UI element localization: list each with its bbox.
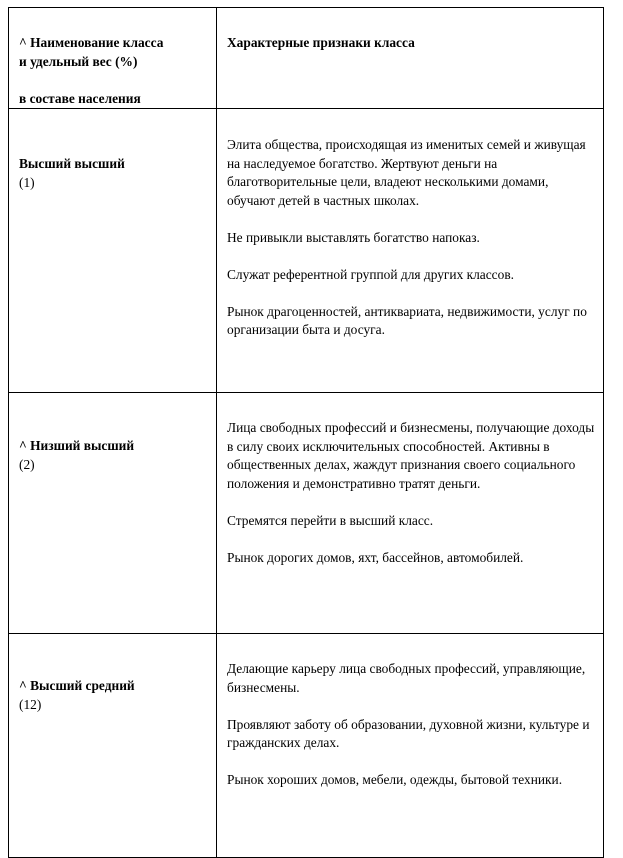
- class-cell: [9, 109, 217, 393]
- header-row: [9, 8, 604, 109]
- feature-paragraph: Элита общества, происходящая из именитых семей и живущая на наследуемое богатство. Жертвуют деньги на благотворительные цели, владеют несколькими домами, обучают детей в частных школах.: [227, 137, 586, 208]
- class-name: Высший высший: [19, 156, 125, 171]
- features-cell: [217, 393, 604, 634]
- class-share: (2): [19, 456, 35, 472]
- class-name: ^ Низший высший: [19, 438, 135, 453]
- features-cell: [217, 634, 604, 858]
- feature-paragraph: Служат референтной группой для других классов.: [227, 266, 514, 282]
- table-row: [9, 109, 604, 393]
- table-row: [9, 393, 604, 634]
- class-share: (12): [19, 696, 42, 712]
- feature-paragraph: Делающие карьеру лица свободных профессий, управляющие, бизнесмены.: [227, 661, 586, 695]
- feature-paragraph: Лица свободных профессий и бизнесмены, получающие доходы в силу своих исключительных способностей. Активны в общественных делах, жаждут признания своего социального положения и демонстративно тратят деньги.: [227, 420, 595, 491]
- header-class-line1: ^ Наименование класса: [19, 35, 164, 50]
- feature-paragraph: Проявляют заботу об образовании, духовной жизни, культуре и гражданских делах.: [227, 716, 590, 750]
- feature-paragraph: Рынок хороших домов, мебели, одежды, бытовой техники.: [227, 772, 563, 787]
- features-cell: [217, 109, 604, 393]
- header-class-cell: [9, 8, 217, 109]
- feature-paragraph: Рынок драгоценностей, антиквариата, недвижимости, услуг по организации быта и досуга.: [227, 303, 587, 337]
- header-class-line2: и удельный вес (%): [19, 53, 138, 69]
- feature-paragraph: Не привыкли выставлять богатство напоказ.: [227, 229, 480, 245]
- table-row: [9, 634, 604, 858]
- class-share: (1): [19, 174, 35, 190]
- header-class-line3: в составе населения: [19, 90, 141, 106]
- feature-paragraph: Рынок дорогих домов, яхт, бассейнов, автомобилей.: [227, 549, 524, 565]
- feature-paragraph: Стремятся перейти в высший класс.: [227, 512, 434, 528]
- header-features-cell: [217, 8, 604, 109]
- class-cell: [9, 634, 217, 858]
- header-features-title: Характерные признаки класса: [227, 35, 415, 50]
- class-name: ^ Высший средний: [19, 678, 135, 693]
- class-table: [8, 7, 604, 858]
- class-cell: [9, 393, 217, 634]
